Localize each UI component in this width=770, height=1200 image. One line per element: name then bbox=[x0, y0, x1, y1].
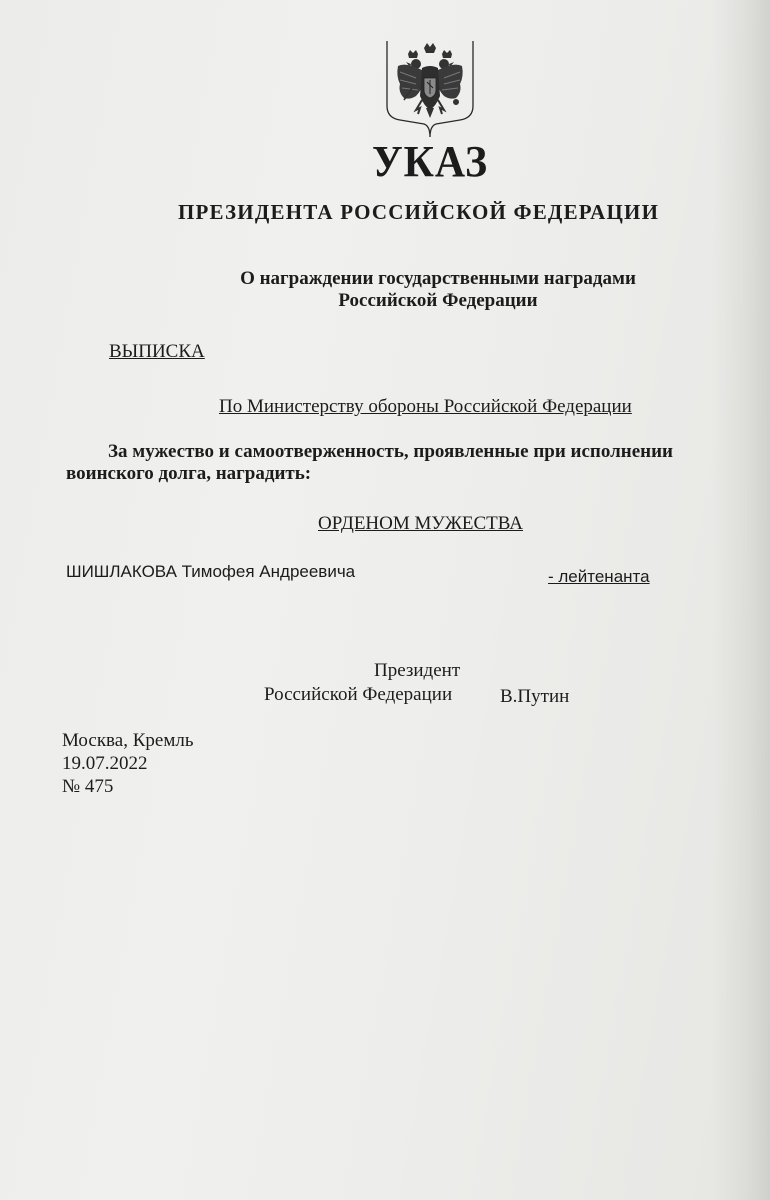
recipient-name: ШИШЛАКОВА Тимофея Андреевича bbox=[66, 562, 356, 581]
ministry-line: По Министерству обороны Российской Федерации bbox=[219, 396, 632, 417]
signer-name: В.Путин bbox=[500, 686, 570, 707]
recipient-rank: - лейтенанта bbox=[548, 567, 650, 586]
award-reason bbox=[66, 441, 746, 485]
document-heading bbox=[160, 268, 716, 312]
heading-line-1: О награждении государственными наградами bbox=[240, 268, 636, 289]
decree-number: № 475 bbox=[62, 776, 114, 797]
reason-line-1: За мужество и самоотверженность, проявленные при исполнении bbox=[108, 441, 673, 462]
award-name: ОРДЕНОМ МУЖЕСТВА bbox=[318, 513, 523, 534]
reason-line-2: воинского долга, наградить: bbox=[66, 463, 312, 484]
issue-details bbox=[62, 729, 194, 798]
issue-date: 19.07.2022 bbox=[62, 753, 148, 774]
heading-line-2: Российской Федерации bbox=[338, 290, 538, 311]
document-title: УКАЗ bbox=[371, 137, 488, 186]
extract-label: ВЫПИСКА bbox=[109, 341, 205, 362]
signer-title-line-1: Президент bbox=[374, 660, 461, 681]
russian-coat-of-arms-icon bbox=[386, 40, 474, 140]
signer-title-line-2: Российской Федерации bbox=[264, 684, 453, 705]
issue-place: Москва, Кремль bbox=[62, 730, 194, 751]
document-issuer: ПРЕЗИДЕНТА РОССИЙСКОЙ ФЕДЕРАЦИИ bbox=[178, 200, 660, 224]
